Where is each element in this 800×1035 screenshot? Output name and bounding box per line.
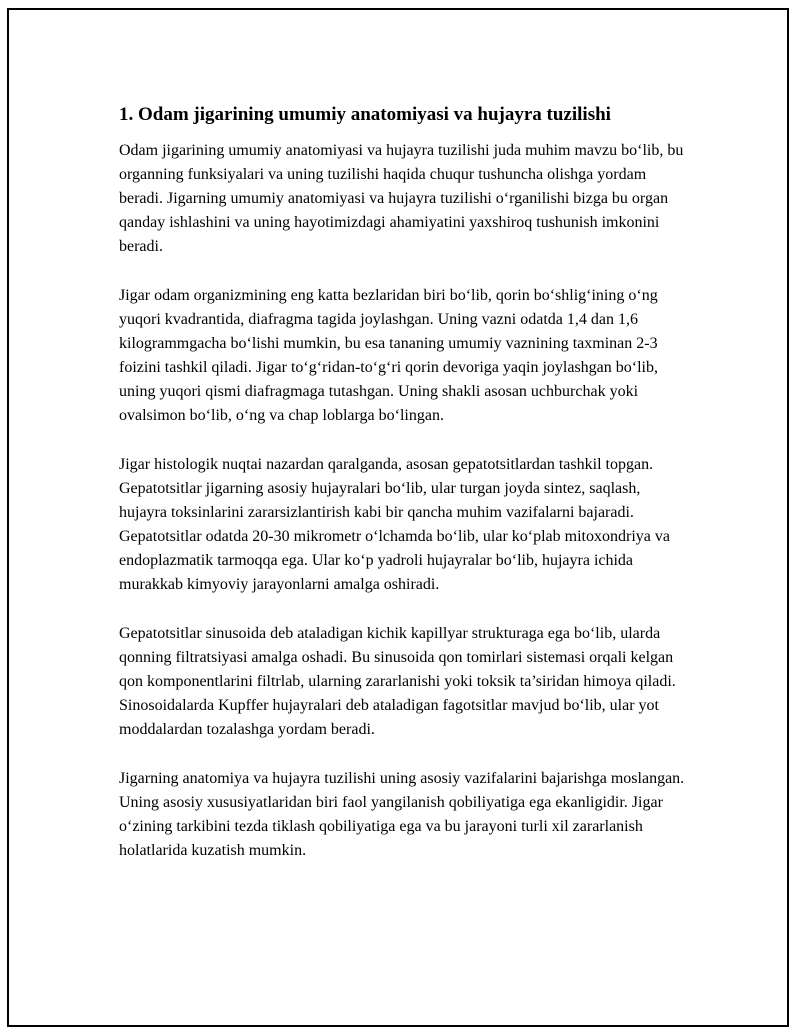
paragraph-4: Gepatotsitlar sinusoida deb ataladigan kichik kapillyar strukturaga ega bo‘lib, ularda qonning filtratsiyasi amalga oshadi. Bu sinusoida qon tomirlari sistemasi orqali kelgan qon komponentlarini filtrlab, ularning zararlanishi yoki toksik ta’siridan himoya qiladi. Sinosoidalarda Kupffer hujayralari deb ataladigan fagotsitlar mavjud bo‘lib, ular yot moddalardan tozalashga yordam beradi. xyxy=(119,625,676,738)
page-frame xyxy=(7,8,789,1027)
document-body xyxy=(119,102,691,888)
section-heading: 1. Odam jigarining umumiy anatomiyasi va hujayra tuzilishi xyxy=(119,104,611,125)
paragraph-1: Odam jigarining umumiy anatomiyasi va hujayra tuzilishi juda muhim mavzu bo‘lib, bu organning funksiyalari va uning tuzilishi haqida chuqur tushuncha olishga yordam beradi. Jigarning umumiy anatomiyasi va hujayra tuzilishi o‘rganilishi bizga bu organ qanday ishlashini va uning hayotimizdagi ahamiyatini yaxshiroq tushunish imkonini beradi. xyxy=(119,142,684,255)
paragraph-3: Jigar histologik nuqtai nazardan qaralganda, asosan gepatotsitlardan tashkil topgan. Gepatotsitlar jigarning asosiy hujayralari bo‘lib, ular turgan joyda sintez, saqlash, hujayra toksinlarini zararsizlantirish kabi bir qancha muhim vazifalarni bajaradi. Gepatotsitlar odatda 20-30 mikrometr o‘lchamda bo‘lib, ular ko‘plab mitoxondriya va endoplazmatik tarmoqqa ega. Ular ko‘p yadroli hujayralar bo‘lib, hujayra ichida murakkab kimyoviy jarayonlarni amalga oshiradi. xyxy=(119,456,670,593)
paragraph-2: Jigar odam organizmining eng katta bezlaridan biri bo‘lib, qorin bo‘shlig‘ining o‘ng yuqori kvadrantida, diafragma tagida joylashgan. Uning vazni odatda 1,4 dan 1,6 kilogrammgacha bo‘lishi mumkin, bu esa tananing umumiy vaznining taxminan 2-3 foizini tashkil qiladi. Jigar to‘g‘ridan-to‘g‘ri qorin devoriga yaqin joylashgan bo‘lib, uning yuqori qismi diafragmaga tutashgan. Uning shakli asosan uchburchak yoki ovalsimon bo‘lib, o‘ng va chap loblarga bo‘lingan. xyxy=(119,287,658,424)
paragraph-5: Jigarning anatomiya va hujayra tuzilishi uning asosiy vazifalarini bajarishga moslangan. Uning asosiy xususiyatlaridan biri faol yangilanish qobiliyatiga ega ekanligidir. Jigar o‘zining tarkibini tezda tiklash qobiliyatiga ega va bu jarayoni turli xil zararlanish holatlarida kuzatish mumkin. xyxy=(119,770,685,859)
